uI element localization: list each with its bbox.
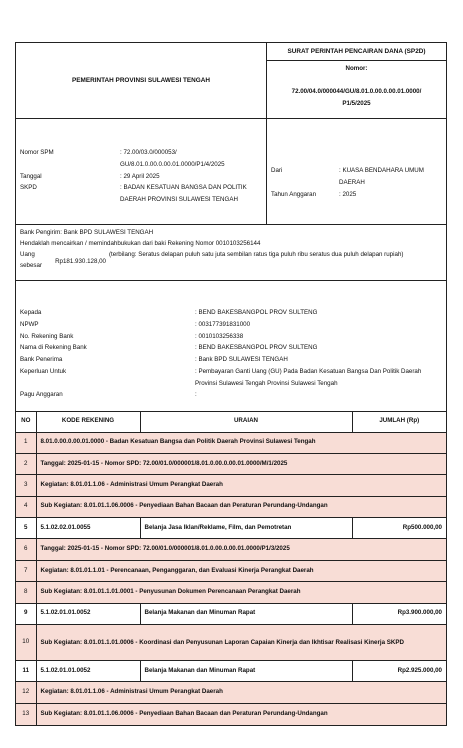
- amount-value: Rp181.930.128,00: [55, 257, 106, 265]
- recipient-rekening: [20, 331, 442, 343]
- row-uraian: Belanja Jasa Iklan/Reklame, Film, dan Pemotretan: [140, 518, 352, 539]
- table-row: [16, 475, 446, 496]
- spm-info-left: [16, 119, 267, 224]
- row-kode: 5.1.02.01.01.0052: [36, 661, 140, 682]
- table-row: [16, 560, 446, 581]
- info-label: SKPD: [20, 184, 37, 192]
- info-value: : 29 April 2025: [120, 172, 160, 180]
- info-value: : KUASA BENDAHARA UMUM DAERAH: [339, 167, 424, 186]
- bank-pengirim: Bank Pengirim: Bank BPD SULAWESI TENGAH: [20, 229, 154, 236]
- recipient-value: : 0010103256338: [195, 332, 244, 340]
- table-row: [16, 703, 446, 724]
- row-uraian: Belanja Makanan dan Minuman Rapat: [140, 661, 352, 682]
- amount-row: [20, 250, 442, 272]
- recipient-value: : Pembayaran Ganti Uang (GU) Pada Badan Kesatuan Bangsa Dan Politik Daerah Provinsi Sulawesi Tengah Provinsi Sulawesi Tengah: [195, 367, 422, 387]
- recipient-nama-rekening: [20, 342, 442, 354]
- row-kode: 5.1.02.01.01.0052: [36, 603, 140, 624]
- info-value: : 2025: [339, 190, 357, 198]
- spm-info-right: [267, 119, 446, 224]
- table-row: [16, 582, 446, 603]
- info-value: : BADAN KESATUAN BANGSA DAN POLITIK DAERAH PROVINSI SULAWESI TENGAH: [120, 184, 247, 204]
- col-header-kode: KODE REKENING: [36, 412, 140, 432]
- row-no: 4: [16, 496, 36, 517]
- amount-terbilang: (terbilang: Seratus delapan puluh satu juta sembilan ratus tiga puluh ribu seratus dua puluh delapan rupiah): [109, 250, 404, 258]
- row-no: 12: [16, 682, 36, 703]
- info-label: Dari: [271, 167, 283, 174]
- row-no: 7: [16, 560, 36, 581]
- nomor-value: 72.00/04.0/000044/GU/8.01.0.00.0.00.01.0000/ P1/5/2025: [291, 87, 422, 107]
- government-title: PEMERINTAH PROVINSI SULAWESI TENGAH: [16, 43, 267, 118]
- table-header-row: [16, 412, 446, 432]
- row-no: 3: [16, 475, 36, 496]
- info-label: Nomor SPM: [20, 149, 54, 156]
- row-no: 2: [16, 453, 36, 474]
- recipient-label: NPWP: [20, 320, 39, 328]
- recipient-label: Pagu Anggaran: [20, 391, 63, 399]
- recipient-label: Keperluan Untuk: [20, 367, 67, 375]
- row-no: 11: [16, 661, 36, 682]
- recipient-pagu: [20, 389, 442, 401]
- table-row: [16, 453, 446, 474]
- row-no: 5: [16, 518, 36, 539]
- recipient-keperluan: [20, 366, 442, 390]
- row-span-text: Tanggal: 2025-01-15 - Nomor SPD: 72.00/01.0/000001/8.01.0.00.0.00.01.0000/P1/3/2025: [36, 539, 446, 560]
- col-header-jumlah: JUMLAH (Rp): [352, 412, 446, 432]
- recipient-value: : 003177391831000: [195, 320, 251, 328]
- info-skpd: [20, 182, 262, 206]
- row-span-text: Kegiatan: 8.01.01.1.01 - Perencanaan, Penganggaran, dan Evaluasi Kinerja Perangkat Daerah: [36, 560, 446, 581]
- amount-label: Uang sebesar: [20, 250, 43, 269]
- info-label: Tahun Anggaran: [271, 190, 317, 198]
- row-no: 10: [16, 625, 36, 661]
- row-span-text: Sub Kegiatan: 8.01.01.1.06.0006 - Penyediaan Bahan Bacaan dan Peraturan Perundang-Undangan: [36, 703, 446, 724]
- nomor-label: Nomor:: [345, 64, 368, 72]
- row-span-text: Sub Kegiatan: 8.01.01.1.01.0001 - Penyusunan Dokumen Perencanaan Perangkat Daerah: [36, 582, 446, 603]
- recipient-value: : BEND BAKESBANGPOL PROV SULTENG: [195, 309, 318, 316]
- row-no: 13: [16, 703, 36, 724]
- row-span-text: Kegiatan: 8.01.01.1.06 - Administrasi Umum Perangkat Daerah: [36, 475, 446, 496]
- info-tanggal: [20, 171, 262, 183]
- recipient-value: : BEND BAKESBANGPOL PROV SULTENG: [195, 344, 318, 352]
- table-row: [16, 682, 446, 703]
- recipient-npwp: [20, 319, 442, 331]
- sp2d-title-block: [267, 43, 446, 118]
- table-row: [16, 432, 446, 453]
- bank-instruksi: Hendaklah mencairkan / memindahbukukan dari baki Rekening Nomor 0010103256144: [20, 239, 261, 247]
- row-span-text: Sub Kegiatan: 8.01.01.1.06.0006 - Penyediaan Bahan Bacaan dan Peraturan Perundang-Undangan: [36, 496, 446, 517]
- recipient-label: Bank Penerima: [20, 356, 63, 364]
- recipient-label: Kepada: [20, 309, 42, 316]
- table-row: [16, 603, 446, 624]
- row-jumlah: Rp500.000,00: [352, 518, 446, 539]
- col-header-no: NO: [16, 412, 36, 432]
- row-jumlah: Rp3.900.000,00: [352, 603, 446, 624]
- sp2d-document: [15, 42, 447, 726]
- table-row: [16, 496, 446, 517]
- recipient-label: No. Rekening Bank: [20, 332, 74, 340]
- row-span-text: Kegiatan: 8.01.01.1.06 - Administrasi Umum Perangkat Daerah: [36, 682, 446, 703]
- row-no: 9: [16, 603, 36, 624]
- table-body: [16, 432, 446, 725]
- table-row: [16, 625, 446, 661]
- recipient-block: [16, 281, 446, 412]
- row-no: 8: [16, 582, 36, 603]
- recipient-bank-penerima: [20, 354, 442, 366]
- sp2d-title: SURAT PERINTAH PENCAIRAN DANA (SP2D): [267, 43, 446, 61]
- info-value: : 72.00/03.0/000053/ GU/8.01.0.00.0.00.01.0000/P1/4/2025: [120, 149, 225, 168]
- spm-info-block: [16, 119, 446, 225]
- row-kode: 5.1.02.02.01.0055: [36, 518, 140, 539]
- row-span-text: Tanggal: 2025-01-15 - Nomor SPD: 72.00/01.0/000001/8.01.0.00.0.00.01.0000/M/1/2025: [36, 453, 446, 474]
- recipient-label: Nama di Rekening Bank: [20, 344, 87, 352]
- rekening-table: [16, 412, 446, 725]
- recipient-value: : Bank BPD SULAWESI TENGAH: [195, 356, 288, 364]
- table-row: [16, 539, 446, 560]
- row-span-text: Sub Kegiatan: 8.01.01.1.01.0006 - Koordinasi dan Penyusunan Laporan Capaian Kinerja dan Ikhtisar Realisasi Kinerja SKPD: [36, 625, 446, 661]
- info-tahun-anggaran: [271, 189, 442, 201]
- col-header-uraian: URAIAN: [140, 412, 352, 432]
- info-nomor-spm: [20, 147, 262, 171]
- row-no: 6: [16, 539, 36, 560]
- info-label: Tanggal: [20, 172, 42, 180]
- info-dari: [271, 165, 442, 189]
- recipient-value: :: [195, 391, 197, 399]
- table-row: [16, 518, 446, 539]
- row-span-text: 8.01.0.00.0.00.01.0000 - Badan Kesatuan Bangsa dan Politik Daerah Provinsi Sulawesi Tengah: [36, 432, 446, 453]
- recipient-kepada: [20, 307, 442, 319]
- bank-block: [16, 225, 446, 281]
- row-no: 1: [16, 432, 36, 453]
- row-uraian: Belanja Makanan dan Minuman Rapat: [140, 603, 352, 624]
- table-row: [16, 661, 446, 682]
- row-jumlah: Rp2.925.000,00: [352, 661, 446, 682]
- document-header: [16, 43, 446, 119]
